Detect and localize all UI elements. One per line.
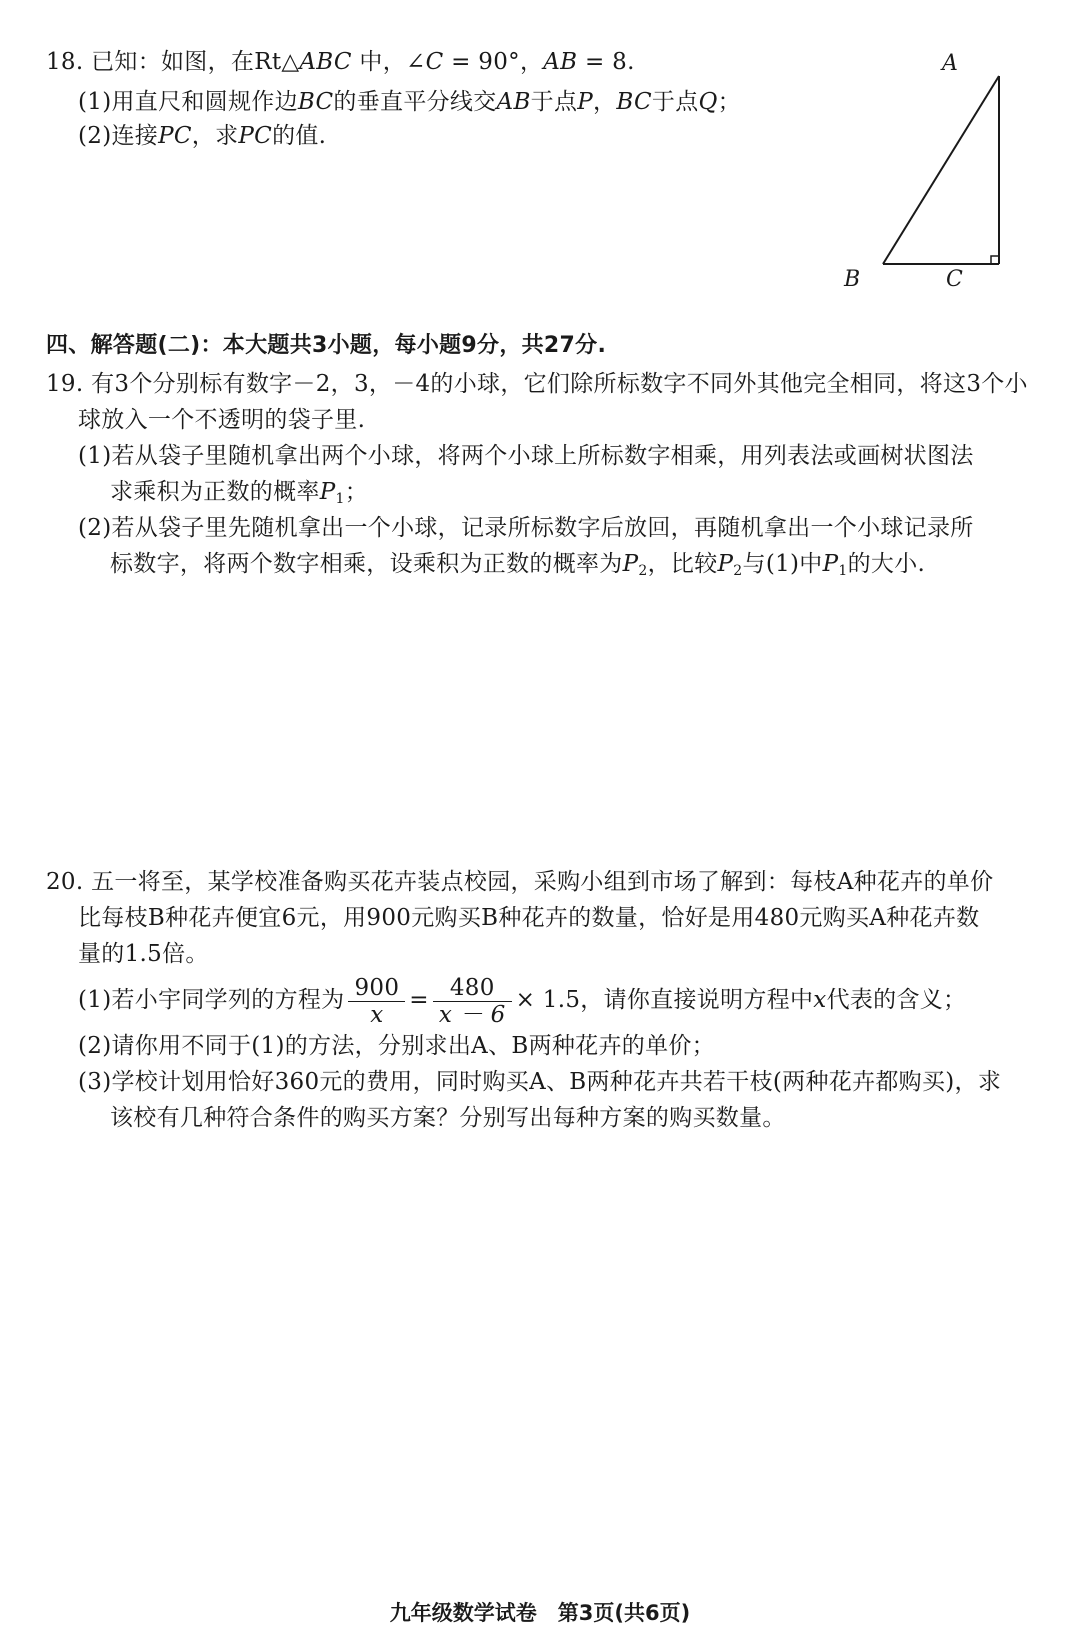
q19-p2-l2-c: 与(1)中 — [742, 551, 823, 577]
q19-p2-l2-p2: P — [717, 551, 734, 577]
frac2-denominator: x － 6 — [438, 1001, 506, 1028]
q18-p1-q: Q — [698, 89, 718, 115]
q18-p2-pc2: PC — [238, 123, 273, 149]
q19-p2-l2-sub3: 1 — [838, 563, 848, 579]
q18-stem — [46, 46, 635, 78]
q20-part1 — [78, 970, 966, 1030]
q18-p1-a: (1)用直尺和圆规作边 — [78, 89, 298, 115]
q20-part3-line2: 该校有几种符合条件的购买方案？分别写出每种方案的购买数量。 — [110, 1105, 786, 1131]
q19-p2-l2-p3: P — [822, 551, 839, 577]
vertex-label-a: A — [942, 51, 958, 76]
right-triangle-figure — [844, 50, 1030, 300]
section4-heading: 四、解答题(二)：本大题共3小题，每小题9分，共27分. — [46, 333, 607, 358]
q19-p1-l2-sub: 1 — [335, 491, 345, 507]
q18-p1-bc2: BC — [616, 89, 652, 115]
q19-line2: 球放入一个不透明的袋子里. — [78, 407, 366, 433]
fraction-900-over-x — [348, 975, 405, 1028]
q18-stem-c: C — [425, 49, 444, 75]
q18-stem-mid: 中，∠ — [351, 49, 426, 75]
q20-part3-line1: (3)学校计划用恰好360元的费用，同时购买A、B两种花卉共若干枝(两种花卉都购买)，求 — [78, 1069, 1002, 1095]
q20-p1-a: (1)若小宇同学列的方程为 — [78, 987, 345, 1013]
q18-p1-b: 的垂直平分线交 — [333, 89, 497, 115]
q19-part1-line2 — [110, 476, 368, 508]
frac1-numerator: 900 — [348, 975, 405, 1002]
q20-part2: (2)请你用不同于(1)的方法，分别求出A、B两种花卉的单价； — [78, 1033, 715, 1059]
q19-p2-l2-p: P — [622, 551, 639, 577]
vertex-label-b: B — [844, 267, 861, 292]
q19-p1-l2-p: P — [319, 479, 336, 505]
q18-stem-eq: = 90°， — [443, 49, 544, 75]
q20-p1-eq: = — [409, 987, 429, 1013]
q18-part1 — [78, 86, 741, 118]
q18-stem-abc: ABC — [299, 49, 352, 75]
q18-p2-a: (2)连接 — [78, 123, 159, 149]
q18-p1-d: ， — [593, 89, 617, 115]
q18-stem-prefix: 18. 已知：如图，在 — [46, 49, 255, 75]
q18-stem-end: = 8. — [577, 49, 635, 75]
vertex-label-c: C — [946, 267, 963, 292]
q18-p1-p: P — [577, 89, 594, 115]
q19-p2-l2-a: 标数字，将两个数字相乘，设乘积为正数的概率为 — [110, 551, 623, 577]
q19-p1-l2-b: ； — [344, 479, 369, 505]
side-ab — [883, 76, 999, 264]
q18-p1-bc: BC — [297, 89, 334, 115]
q19-line1: 19. 有3个分别标有数字－2，3，－4的小球，它们除所标数字不同外其他完全相同，将这3个小 — [46, 371, 1028, 397]
q19-p1-l2-a: 求乘积为正数的概率 — [110, 479, 320, 505]
q18-p2-pc: PC — [158, 123, 192, 149]
q18-p1-c: 于点 — [530, 89, 578, 115]
q18-p2-b: ，求 — [191, 123, 239, 149]
q19-p2-l2-sub: 2 — [638, 563, 648, 579]
q18-p2-c: 的值. — [272, 123, 327, 149]
q18-part2 — [78, 120, 326, 152]
frac1-denominator: x — [370, 1001, 384, 1028]
fraction-480-over-x-minus-6 — [433, 975, 512, 1028]
frac2-numerator: 480 — [433, 975, 512, 1002]
q18-stem-ab: AB — [543, 49, 578, 75]
q20-line1: 20. 五一将至，某学校准备购买花卉装点校园，采购小组到市场了解到：每枝A种花卉的单价 — [46, 869, 994, 895]
page-footer: 九年级数学试卷 第3页(共6页) — [389, 1601, 691, 1625]
q20-p1-c: 代表的含义； — [826, 987, 967, 1013]
q18-p1-e: 于点 — [651, 89, 699, 115]
q18-p1-f: ； — [717, 89, 741, 115]
q19-p2-l2-b: ，比较 — [647, 551, 718, 577]
q20-line2: 比每枝B种花卉便宜6元，用900元购买B种花卉的数量，恰好是用480元购买A种花卉数 — [78, 905, 980, 931]
q19-part1-line1: (1)若从袋子里随机拿出两个小球，将两个小球上所标数字相乘，用列表法或画树状图法 — [78, 443, 974, 469]
q20-p1-x: x — [813, 987, 827, 1013]
q18-stem-rt: Rt△ — [254, 49, 300, 75]
q19-p2-l2-d: 的大小. — [847, 551, 926, 577]
q18-p1-ab: AB — [496, 89, 531, 115]
q20-line3: 量的1.5倍。 — [78, 941, 209, 967]
q19-part2-line1: (2)若从袋子里先随机拿出一个小球，记录所标数字后放回，再随机拿出一个小球记录所 — [78, 515, 974, 541]
right-angle-mark — [991, 256, 999, 264]
q20-p1-b: × 1.5，请你直接说明方程中 — [515, 987, 814, 1013]
q19-part2-line2 — [110, 548, 925, 580]
q19-p2-l2-sub2: 2 — [733, 563, 743, 579]
